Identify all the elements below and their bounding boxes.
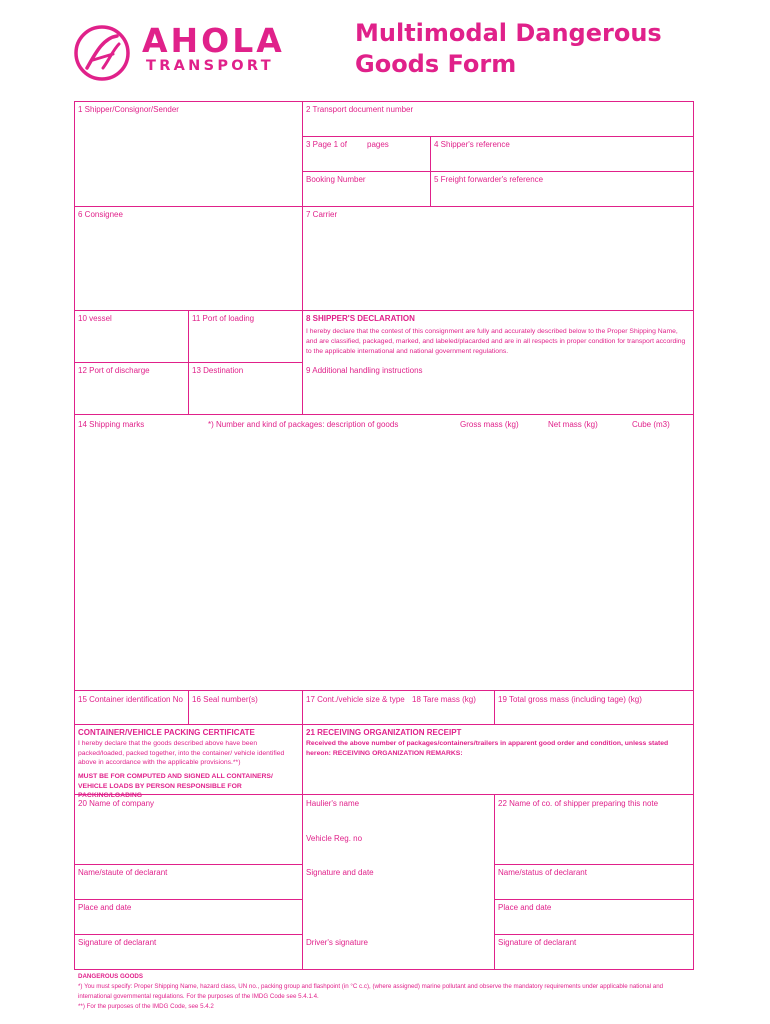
footer-note-1: *) You must specify: Proper Shipping Name, hazard class, UN no., packing group and flashpoint (in °C c.c), (where assigned) marine pollutant and observe the mandatory requirements under applicable national and international governmental regulations. For the purposes of the IMDG Code see 5.4.1.4. xyxy=(78,983,664,1000)
booking-number-label: Booking Number xyxy=(306,175,366,184)
carrier-label: 7 Carrier xyxy=(306,210,338,219)
freight-forwarder-label: 5 Freight forwarder's reference xyxy=(434,175,544,184)
pages-label: pages xyxy=(367,140,389,149)
vehicle-size-label: 17 Cont./vehicle size & type xyxy=(306,695,405,704)
net-mass-label: Net mass (kg) xyxy=(548,420,598,429)
declarant-status-left-label: Name/staute of declarant xyxy=(78,868,168,877)
transport-doc-label: 2 Transport document number xyxy=(306,105,414,114)
port-of-loading-label: 11 Port of loading xyxy=(192,314,255,323)
packing-certificate-text: I hereby declare that the goods described above have been packed/loaded, packed together, into the container/ vehicle identified above in accordance with the applicable provisions.**) xyxy=(78,740,285,766)
form-title-line1: Multimodal Dangerous xyxy=(355,19,662,47)
haulier-name-label: Haulier's name xyxy=(306,799,360,808)
company-name-label: 20 Name of company xyxy=(78,799,155,808)
signature-left-label: Signature of declarant xyxy=(78,938,157,947)
tare-mass-label: 18 Tare mass (kg) xyxy=(412,695,476,704)
brand-subtitle: TRANSPORT xyxy=(146,58,274,74)
footer-title: DANGEROUS GOODS xyxy=(78,973,143,980)
shipping-marks-label: 14 Shipping marks xyxy=(78,420,145,429)
driver-signature-label: Driver's signature xyxy=(306,938,368,947)
signature-date-label: Signature and date xyxy=(306,868,374,877)
receipt-title: 21 RECEIVING ORGANIZATION RECEIPT xyxy=(306,728,462,737)
receipt-text: Received the above number of packages/containers/trailers in apparent good order and condition, unless stated hereon: RECEIVING ORGANIZATION REMARKS: xyxy=(306,740,669,757)
seal-number-label: 16 Seal number(s) xyxy=(192,695,258,704)
form-title-line2: Goods Form xyxy=(355,50,517,78)
consignee-label: 6 Consignee xyxy=(78,210,123,219)
footer-note-2: **) For the purposes of the IMDG Code, see 5.4.2 xyxy=(78,1003,214,1010)
destination-label: 13 Destination xyxy=(192,366,244,375)
shipper-label: 1 Shipper/Consignor/Sender xyxy=(78,105,179,114)
signature-right-label: Signature of declarant xyxy=(498,938,577,947)
vehicle-reg-label: Vehicle Reg. no xyxy=(306,834,363,843)
vessel-label: 10 vessel xyxy=(78,314,112,323)
declarant-status-right-label: Name/status of declarant xyxy=(498,868,587,877)
brand-name: AHOLA xyxy=(142,21,285,60)
shipper-company-label: 22 Name of co. of shipper preparing this note xyxy=(498,799,659,808)
packing-certificate-must: MUST BE FOR COMPUTED AND SIGNED ALL CONTAINERS/ VEHICLE LOADS BY PERSON RESPONSIBLE FOR PACKING/LOADING xyxy=(78,773,273,799)
shipper-declaration-title: 8 SHIPPER'S DECLARATION xyxy=(306,314,415,323)
place-date-right-label: Place and date xyxy=(498,903,552,912)
handling-instructions-label: 9 Additional handling instructions xyxy=(306,366,423,375)
total-gross-mass-label: 19 Total gross mass (including tage) (kg) xyxy=(498,695,642,704)
shipper-reference-label: 4 Shipper's reference xyxy=(434,140,510,149)
gross-mass-label: Gross mass (kg) xyxy=(460,420,519,429)
packing-certificate-title: CONTAINER/VEHICLE PACKING CERTIFICATE xyxy=(78,728,255,737)
port-of-discharge-label: 12 Port of discharge xyxy=(78,366,150,375)
cube-label: Cube (m3) xyxy=(632,420,670,429)
shipper-declaration-text: I hereby declare that the contest of this consignment are fully and accurately described below to the Proper Shipping Name, and are classified, packaged, marked, and labeled/placarded and are in all respects in proper condition for transport according to the applicable international and national government regulations. xyxy=(306,328,686,355)
container-id-label: 15 Container identification No xyxy=(78,695,183,704)
place-date-left-label: Place and date xyxy=(78,903,132,912)
page-of-label: 3 Page 1 of xyxy=(306,140,347,149)
goods-description-label: *) Number and kind of packages: description of goods xyxy=(208,420,399,429)
